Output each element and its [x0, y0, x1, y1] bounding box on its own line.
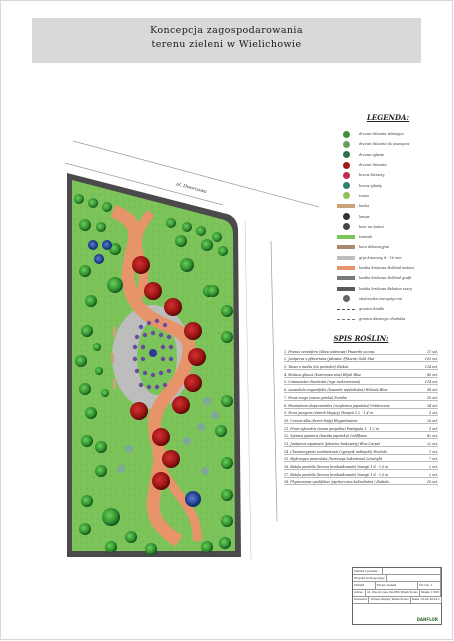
plant-name: 14. Chamaecyparis nootkatensis (cyprysik nutkajski) Pendula [284, 449, 387, 454]
plant-row [284, 370, 438, 378]
legend-label: drzewo iglaste [359, 152, 385, 157]
plant-row [284, 347, 438, 355]
plant-count: 80 szt. [426, 372, 438, 377]
legend-symbol [333, 295, 359, 302]
stamp-cell: Obiekt [353, 582, 376, 588]
legend-item [333, 263, 443, 273]
plant-name: 10. Cornus alba (dereń biały) Elegantissima [284, 418, 358, 423]
road-edge [271, 241, 277, 521]
legend-label: drzewo liściaste istniejące [359, 132, 405, 137]
legend-item [333, 191, 443, 201]
plant-count: 114 szt. [424, 380, 438, 385]
street-label: ul. Dworcowa [175, 182, 208, 196]
legend-item [333, 232, 443, 242]
plant-name: 5. Cotoneaster divaricata (irga rozkrzewiona) [284, 380, 361, 385]
legend-symbol [333, 223, 359, 230]
legend-item [333, 273, 443, 283]
stamp-cell: Urząd Gminy Wielichowo [370, 597, 409, 602]
legend-label: krzew iglasty [359, 183, 382, 188]
legend [333, 113, 443, 325]
legend-symbol [333, 192, 359, 199]
stamp-row [353, 582, 441, 589]
legend-item [333, 201, 443, 211]
plant-row [284, 455, 438, 463]
plant-row [284, 462, 438, 470]
plant-name: 7. Pinus mugo (sosna górska) Pumilio [284, 395, 347, 400]
legend-symbol [333, 266, 359, 270]
plant-row [284, 447, 438, 455]
legend-item [333, 294, 443, 304]
legend-label: kosz na śmieci [359, 224, 385, 229]
legend-item [333, 160, 443, 170]
legend-item [333, 242, 443, 252]
legend-label: kostka brukowa Holland melanż [359, 266, 415, 270]
legend-symbol [333, 213, 359, 220]
stamp-cell: Nr rys. 1 [418, 582, 441, 588]
plant-count: 2 szt. [429, 472, 438, 477]
legend-label: krzew liściasty [359, 173, 385, 178]
legend-item [333, 304, 443, 314]
stamp-cell: Projekt koncepcyjny [354, 575, 385, 580]
title-stamp [352, 567, 442, 625]
plant-row [284, 355, 438, 363]
plant-count: 58 szt. [426, 388, 438, 393]
plant-row [284, 478, 438, 486]
legend-symbol [333, 172, 359, 179]
plant-name: 2. Juniperus x pfitzeriana (jałowiec Pfitzera) Gold Star [284, 357, 375, 362]
legend-label: kora dekoracyjna [359, 245, 389, 250]
legend-label: granica dawnego chodnika [359, 317, 406, 322]
legend-item [333, 211, 443, 221]
plant-row [284, 416, 438, 424]
legend-list [333, 129, 443, 325]
plant-name: 11. Pinus sylvestris (sosna pospolita) Fastigiata 1 - 1,2 m [284, 426, 380, 431]
plant-row [284, 393, 438, 401]
legend-symbol [333, 151, 359, 158]
plant-count: 2 szt. [429, 465, 438, 469]
plant-row [284, 362, 438, 370]
plant-count: 103 szt. [424, 357, 438, 362]
legend-item [333, 170, 443, 180]
stamp-logo [353, 604, 441, 627]
legend-symbol [333, 131, 359, 138]
legend-symbol [333, 235, 359, 239]
legend-title: LEGENDA: [366, 113, 410, 122]
plant-count: 7 szt. [429, 457, 438, 462]
legend-label: trawnik [359, 235, 373, 240]
plant-count: 34 szt. [426, 403, 438, 408]
company-logo: DANFLOR [416, 616, 438, 622]
stamp-cell: Nazwa rysunku [353, 568, 383, 574]
stamp-rows [353, 568, 441, 604]
stamp-cell: ul. Dworcowa 64-050 Wielichowo [367, 590, 418, 595]
plant-count: 82 szt. [426, 434, 438, 439]
legend-symbol [333, 276, 359, 280]
plant-count: 3 szt. [429, 426, 438, 431]
road-edge [245, 221, 251, 561]
legend-symbol [333, 204, 359, 208]
plant-list-rows [284, 347, 438, 485]
legend-symbol [333, 141, 359, 148]
legend-item [333, 253, 443, 263]
plant-name: 13. Juniperus squamata (jałowiec łuskowaty) Blue Carpet [284, 441, 381, 446]
title-line-2: terenu zieleni w Wielichowie [151, 39, 302, 50]
stamp-cell [387, 575, 441, 581]
legend-item [333, 139, 443, 149]
plant-count: 16 szt. [426, 480, 438, 485]
plant-count: 11 szt. [426, 349, 438, 354]
plant-name: 18. Physocarpus opulifolius (pęcherznica kalinolistna ) Diabolo [284, 480, 390, 485]
stamp-cell: Adres [353, 590, 366, 596]
legend-symbol [333, 309, 359, 310]
legend-label: drzewo liściaste [359, 163, 387, 168]
legend-label: kostka brukowa Holland grafit [359, 276, 412, 281]
stamp-row [353, 568, 441, 575]
stamp-cell: Teren zieleni [376, 582, 419, 588]
plant-row [284, 378, 438, 386]
plant-list [284, 334, 438, 485]
legend-label: drzewo liściaste do usunięcia [359, 142, 410, 147]
plant-name: 12. Spiraea japonica (tawuła japońska) Goldflame [284, 434, 368, 439]
legend-label: studzienka energetyczna [359, 296, 402, 301]
plant-name: 17. Betula pendula (brzoza brodawkowata) Youngii 1,8 - 2,0 m [284, 472, 389, 477]
stamp-row [353, 597, 441, 604]
legend-symbol [333, 319, 359, 320]
legend-symbol [333, 256, 359, 260]
stamp-cell [383, 568, 441, 574]
plant-row [284, 432, 438, 440]
plant-count: 16 szt. [426, 395, 438, 400]
title-line-1: Koncepcja zagospodarowania [150, 25, 303, 36]
legend-item [333, 150, 443, 160]
plant-name: 3. Taxus x media (cis pośredni) Hicksii [284, 365, 349, 370]
legend-item [333, 222, 443, 232]
legend-label: lampa [359, 214, 370, 219]
legend-item [333, 314, 443, 324]
plant-count: 26 szt. [426, 418, 438, 423]
blue-shrub [149, 349, 157, 357]
plant-row [284, 439, 438, 447]
stamp-row [353, 575, 441, 582]
plant-count: 1 szt. [429, 449, 438, 454]
plant-name: 15. Hydrangea paniculata (hortensja bukietowa) Limelight [284, 457, 383, 462]
plant-row [284, 401, 438, 409]
plant-row [284, 385, 438, 393]
stamp-cell: Skala 1:500 [420, 590, 439, 595]
plant-row [284, 409, 438, 417]
legend-item [333, 180, 443, 190]
plant-row [284, 470, 438, 478]
legend-label: kostka brukowa Behaton szary [359, 286, 412, 291]
legend-label: ławka [359, 204, 370, 209]
legend-item [333, 283, 443, 293]
plant-name: 9. Picea pungens (świerk kłujący) Hoopsii 1,2 - 1,4 m [284, 411, 373, 416]
legend-label: trawa [359, 193, 369, 198]
legend-symbol [333, 162, 359, 169]
plant-name: 8. Pennisetum alopecuroides (rozplenica japońska) Viridescens [284, 403, 390, 408]
legend-label: granica działki [359, 307, 385, 312]
plant-name: 16. Betula pendula (brzoza brodawkowata) Youngii 1,8 - 2,0 m [284, 465, 389, 469]
plant-count: 22 szt. [426, 441, 438, 446]
stamp-cell: Data 10.02.2014 r. [411, 597, 441, 602]
plant-list-title: SPIS ROŚLIN: [333, 334, 389, 343]
legend-symbol [333, 287, 359, 291]
legend-item [333, 129, 443, 139]
plant-count: 124 szt. [424, 365, 438, 370]
stamp-row [353, 590, 441, 597]
legend-symbol [333, 245, 359, 249]
plant-name: 1. Prunus cerasifera (śliwa wiśniowa) Pissardii szczep. [284, 349, 376, 354]
legend-symbol [333, 182, 359, 189]
plant-name: 4. Festuca glauca (kostrzewa sina) Elijah Blue [284, 372, 362, 377]
plant-name: 6. Lavandula angustifolia (lawenda wąskolistna) Hidcote Blue [284, 388, 388, 393]
stamp-cell: Inwestor [354, 597, 368, 602]
legend-label: grys kruszony 8 - 16 mm [359, 255, 402, 260]
plant-row [284, 424, 438, 432]
plant-count: 3 szt. [429, 411, 438, 416]
